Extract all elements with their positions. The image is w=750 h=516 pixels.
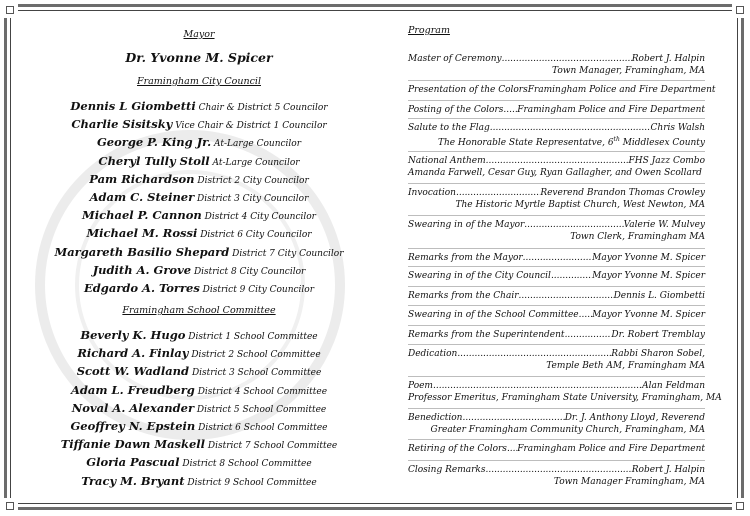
member-role: District 3 City Councilor xyxy=(194,194,309,204)
council-member-row xyxy=(0,278,398,296)
mayor-name: Dr. Yvonne M. Spicer xyxy=(125,50,273,65)
program-item-line xyxy=(408,252,705,264)
program-item-label: Swearing in of the Mayor xyxy=(408,220,525,230)
member-role: District 6 School Committee xyxy=(195,423,328,433)
program-item xyxy=(408,464,705,488)
program-divider xyxy=(408,325,705,326)
dot-leader xyxy=(503,104,517,116)
member-name: Cheryl Tully Stoll xyxy=(98,153,210,168)
dot-leader xyxy=(486,155,629,167)
program-divider xyxy=(408,460,705,461)
program-item-line xyxy=(408,412,705,424)
dot-leader xyxy=(507,443,517,455)
dot-leader xyxy=(433,380,642,392)
council-member-row xyxy=(0,223,398,241)
program-item xyxy=(408,270,705,282)
program-item xyxy=(408,155,705,179)
member-role: District 6 City Councilor xyxy=(197,230,312,241)
member-name: Tracy M. Bryant xyxy=(81,473,185,488)
program-item xyxy=(408,252,705,264)
school-committee-member-row xyxy=(0,325,398,343)
program-item-value: Reverend Brandon Thomas Crowley xyxy=(540,188,705,198)
member-name: Tiffanie Dawn Maskell xyxy=(60,437,206,452)
program-item-line xyxy=(408,53,705,65)
program-item-label: Swearing in of the School Committee xyxy=(408,310,579,320)
member-role: Vice Chair & District 1 Councilor xyxy=(172,121,327,132)
member-name: Geoffrey N. Epstein xyxy=(70,419,196,433)
program-item-value: Mayor Yvonne M. Spicer xyxy=(592,253,705,263)
school-committee-member-row xyxy=(0,434,398,452)
program-header: Program xyxy=(408,25,450,36)
program-item-line xyxy=(408,219,705,231)
program-item-detail: Town Clerk, Framingham MA xyxy=(570,232,705,242)
member-role: Chair & District 5 Councilor xyxy=(195,103,328,113)
program-item-value: Framingham Police and Fire Department xyxy=(517,444,705,454)
program-item-label: Presentation of the Colors xyxy=(408,85,528,95)
corner-ornament-top-right xyxy=(732,2,748,18)
council-member-row xyxy=(0,169,398,187)
program-item-line xyxy=(408,122,705,134)
member-role: District 9 City Councilor xyxy=(199,285,315,295)
member-role: District 8 School Committee xyxy=(179,459,312,470)
member-name: George P. King Jr. xyxy=(96,135,212,150)
dot-leader xyxy=(462,412,564,424)
program-item-line xyxy=(408,348,705,360)
program-item-value: Alan Feldman xyxy=(642,381,705,391)
member-name: Edgardo A. Torres xyxy=(83,281,200,295)
program-item-value: Framingham Police and Fire Department xyxy=(527,85,716,95)
program-divider xyxy=(408,266,705,267)
program-item xyxy=(408,187,705,211)
program-item-detail: Town Manager, Framingham, MA xyxy=(552,66,705,76)
program-divider xyxy=(408,80,705,81)
member-name: Michael P. Cannon xyxy=(82,208,202,223)
program-item-value: Valerie W. Mulvey xyxy=(623,220,705,230)
corner-ornament-top-left xyxy=(2,2,18,18)
program-item xyxy=(408,104,705,116)
council-member-row xyxy=(0,96,398,114)
school-committee-member-row xyxy=(0,398,398,416)
council-member-row xyxy=(0,242,398,260)
school-committee-member-row xyxy=(0,380,398,398)
program-item-value: FHS Jazz Combo xyxy=(628,156,705,166)
council-member-row xyxy=(0,260,398,278)
school-committee-member-row xyxy=(0,416,398,434)
dot-leader xyxy=(485,464,631,476)
member-name: Beverly K. Hugo xyxy=(80,328,186,342)
program-item-line xyxy=(408,187,705,199)
program-item xyxy=(408,329,705,341)
member-role: At-Large Councilor xyxy=(209,157,300,168)
program-item xyxy=(408,380,722,404)
program-item xyxy=(408,84,716,96)
program-item-label: Posting of the Colors xyxy=(408,105,504,115)
program-item-value: Robert J. Halpin xyxy=(631,465,705,475)
member-name: Noval A. Alexander xyxy=(71,400,195,415)
member-role: District 7 School Committee xyxy=(205,441,338,452)
program-divider xyxy=(408,183,705,184)
corner-ornament-bottom-left xyxy=(2,498,18,514)
program-item-value: Chris Walsh xyxy=(650,123,705,133)
program-divider xyxy=(408,376,705,377)
dot-leader xyxy=(519,290,614,302)
program-divider xyxy=(408,248,705,249)
program-item xyxy=(408,122,705,149)
program-item xyxy=(408,443,705,455)
member-role: District 7 City Councilor xyxy=(229,248,344,259)
member-role: At-Large Councilor xyxy=(211,139,302,150)
council-member-row xyxy=(0,151,398,169)
member-role: District 1 School Committee xyxy=(185,332,318,342)
program-divider xyxy=(408,118,705,119)
member-name: Richard A. Finlay xyxy=(77,346,189,361)
program-item-line xyxy=(408,464,705,476)
council-member-row xyxy=(0,132,398,150)
member-name: Adam L. Freudberg xyxy=(70,382,195,397)
program-divider xyxy=(408,100,705,101)
program-item-detail: The Honorable State Representatve, 6th Middlesex County xyxy=(437,136,705,148)
program-item-label: Remarks from the Chair xyxy=(408,291,519,301)
member-role: District 4 City Councilor xyxy=(201,212,316,223)
program-item-label: Closing Remarks xyxy=(408,465,486,475)
dot-leader xyxy=(456,187,540,199)
program-item-line xyxy=(408,290,705,302)
dot-leader xyxy=(457,348,611,360)
program-divider xyxy=(408,408,705,409)
program-item-value: Rabbi Sharon Sobel, xyxy=(611,349,705,359)
school-committee-member-row xyxy=(0,471,398,489)
member-role: District 4 School Committee xyxy=(194,386,328,397)
program-item-detail: Professor Emeritus, Framingham State University, Framingham, MA xyxy=(408,393,722,403)
school-committee-member-row xyxy=(0,361,398,379)
program-divider xyxy=(408,215,705,216)
member-name: Adam C. Steiner xyxy=(89,190,195,204)
member-role: District 5 School Committee xyxy=(194,404,327,415)
program-item xyxy=(408,309,705,321)
program-divider xyxy=(408,344,705,345)
member-name: Scott W. Wadland xyxy=(76,364,190,379)
corner-ornament-bottom-right xyxy=(732,498,748,514)
member-name: Margareth Basilio Shepard xyxy=(54,244,230,259)
dot-leader xyxy=(524,219,623,231)
program-item-line xyxy=(408,380,705,392)
dot-leader xyxy=(579,309,592,321)
program-item-detail: Amanda Farwell, Cesar Guy, Ryan Gallagher, and Owen Scollard xyxy=(408,168,702,178)
program-item-detail: Temple Beth AM, Framingham MA xyxy=(546,361,705,371)
member-name: Dennis L Giombetti xyxy=(70,99,196,113)
council-member-row xyxy=(0,187,398,205)
program-item-value: Robert J. Halpin xyxy=(631,54,705,64)
program-item-value: Dennis L. Giombetti xyxy=(613,291,705,301)
program-item-value: Dr. Robert Tremblay xyxy=(611,330,705,340)
program-item-label: Retiring of the Colors xyxy=(408,444,507,454)
member-role: District 9 School Committee xyxy=(184,477,317,488)
program-divider xyxy=(408,305,705,306)
program-item-line xyxy=(408,104,705,116)
program-item-line xyxy=(408,329,705,341)
program-item-value: Framingham Police and Fire Department xyxy=(517,105,705,115)
program-item-line xyxy=(408,270,705,282)
member-name: Charlie Sisitsky xyxy=(71,117,173,132)
program-item xyxy=(408,412,705,436)
program-item xyxy=(408,348,705,372)
program-item-label: Remarks from the Mayor xyxy=(408,253,523,263)
program-item-detail: The Historic Myrtle Baptist Church, West Newton, MA xyxy=(455,200,705,210)
program-item xyxy=(408,290,705,302)
dot-leader xyxy=(565,329,612,341)
program-item xyxy=(408,53,705,77)
member-name: Judith A. Grove xyxy=(92,262,192,277)
program-item-label: Master of Ceremony xyxy=(408,54,502,64)
council-member-row xyxy=(0,205,398,223)
dot-leader xyxy=(502,53,632,65)
program-item xyxy=(408,219,705,243)
program-item-label: Salute to the Flag xyxy=(408,123,490,133)
member-role: District 8 City Councilor xyxy=(191,266,306,277)
program-divider xyxy=(408,439,705,440)
school-committee-member-row xyxy=(0,343,398,361)
program-item-detail: Greater Framingham Community Church, Framingham, MA xyxy=(430,425,705,435)
dot-leader xyxy=(551,270,592,282)
program-item-label: Invocation xyxy=(408,188,456,198)
dot-leader xyxy=(523,252,592,264)
program-divider xyxy=(408,286,705,287)
member-role: District 3 School Committee xyxy=(189,368,322,379)
council-header: Framingham City Council xyxy=(137,76,261,87)
program-item-detail: Town Manager Framingham, MA xyxy=(553,477,705,487)
program-divider xyxy=(408,151,705,152)
program-item-label: Dedication xyxy=(408,349,458,359)
program-item-label: National Anthem xyxy=(408,156,486,166)
program-item-value: Mayor Yvonne M. Spicer xyxy=(592,271,705,281)
school-committee-member-row xyxy=(0,452,398,470)
member-name: Pam Richardson xyxy=(89,171,195,186)
program-item-label: Remarks from the Superintendent xyxy=(408,330,565,340)
member-role: District 2 City Councilor xyxy=(194,175,309,186)
program-item-line xyxy=(408,155,705,167)
program-item-label: Poem xyxy=(408,381,433,391)
program-item-value: Dr. J. Anthony Lloyd, Reverend xyxy=(564,413,705,423)
program-item-line xyxy=(408,309,705,321)
council-member-row xyxy=(0,114,398,132)
program-item-line xyxy=(408,84,716,96)
program-item-label: Swearing in of the City Council xyxy=(408,271,551,281)
program-item-label: Benediction xyxy=(408,413,463,423)
school-committee-header: Framingham School Committee xyxy=(122,305,276,316)
mayor-header: Mayor xyxy=(183,29,215,40)
member-role: District 2 School Committee xyxy=(188,350,321,361)
member-name: Gloria Pascual xyxy=(86,455,180,470)
member-name: Michael M. Rossi xyxy=(86,226,198,241)
program-item-value: Mayor Yvonne M. Spicer xyxy=(592,310,705,320)
program-item-line xyxy=(408,443,705,455)
dot-leader xyxy=(490,122,651,134)
